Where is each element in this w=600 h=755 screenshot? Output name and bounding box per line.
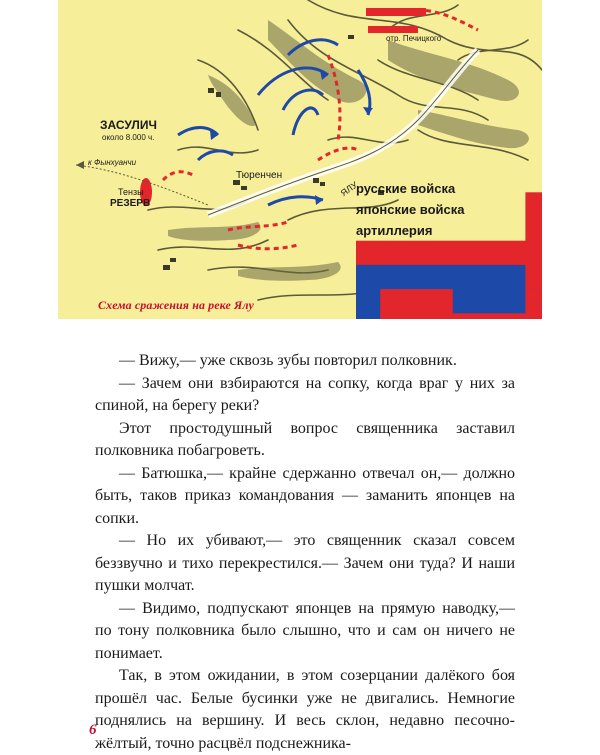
paragraph: Этот простодушный вопрос священника заставил полковника побагроветь. <box>95 419 515 459</box>
zasulich-label: ЗАСУЛИЧ <box>100 118 157 132</box>
legend-item-fortification <box>356 241 536 261</box>
paragraph: — Видимо, подпускают японцев на прямую наводку,— по тону полковника было слышно, что и сам он ничего не понимает. <box>95 599 515 662</box>
paragraph: Так, в этом ожидании, в этом созерцании далёкого боя прошёл час. Белые бусинки уже не двигались. Немногие поднялись на вершину. И весь склон, недавно песочно-жёлтый, точно расцвёл подснежника- <box>95 667 515 752</box>
battle-map <box>58 0 542 319</box>
legend-label: артиллерия <box>356 222 433 238</box>
tyurenchen-label: Тюренчен <box>236 170 283 181</box>
legend-label: русские войска <box>356 180 456 196</box>
tenzy-label: Тензы <box>118 187 144 197</box>
detachment-marker <box>366 8 426 16</box>
paragraph: — Батюшка,— крайне сдержанно отвечал он,— должно быть, таков приказ командования — заманить японцев на сопки. <box>95 464 515 527</box>
legend-label: японские войска <box>356 201 465 217</box>
yalu-label: ЯЛУ <box>338 179 360 199</box>
detachment-label: отр. Печицкого <box>386 34 442 43</box>
map-caption: Схема сражения на реке Ялу <box>98 298 254 312</box>
fynhuanchi-label: к Фынхуанчи <box>88 158 137 167</box>
zasulich-strength-label: около 8.000 ч. <box>102 133 155 142</box>
story-text <box>95 350 515 755</box>
fortification-icon <box>356 178 542 319</box>
paragraph: — Вижу,— уже сквозь зубы повторил полковник. <box>119 352 457 369</box>
map-legend <box>356 178 536 262</box>
paragraph: — Но их убивают,— это священник сказал совсем беззвучно и тихо перекрестился.— Зачем они туда? И наши пушки молчат. <box>95 532 515 594</box>
page-number: 6 <box>89 722 97 738</box>
paragraph: — Зачем они взбираются на сопку, когда враг у них за спиной, на берегу реки? <box>95 374 515 414</box>
reserve-label: РЕЗЕРВ <box>110 198 151 209</box>
